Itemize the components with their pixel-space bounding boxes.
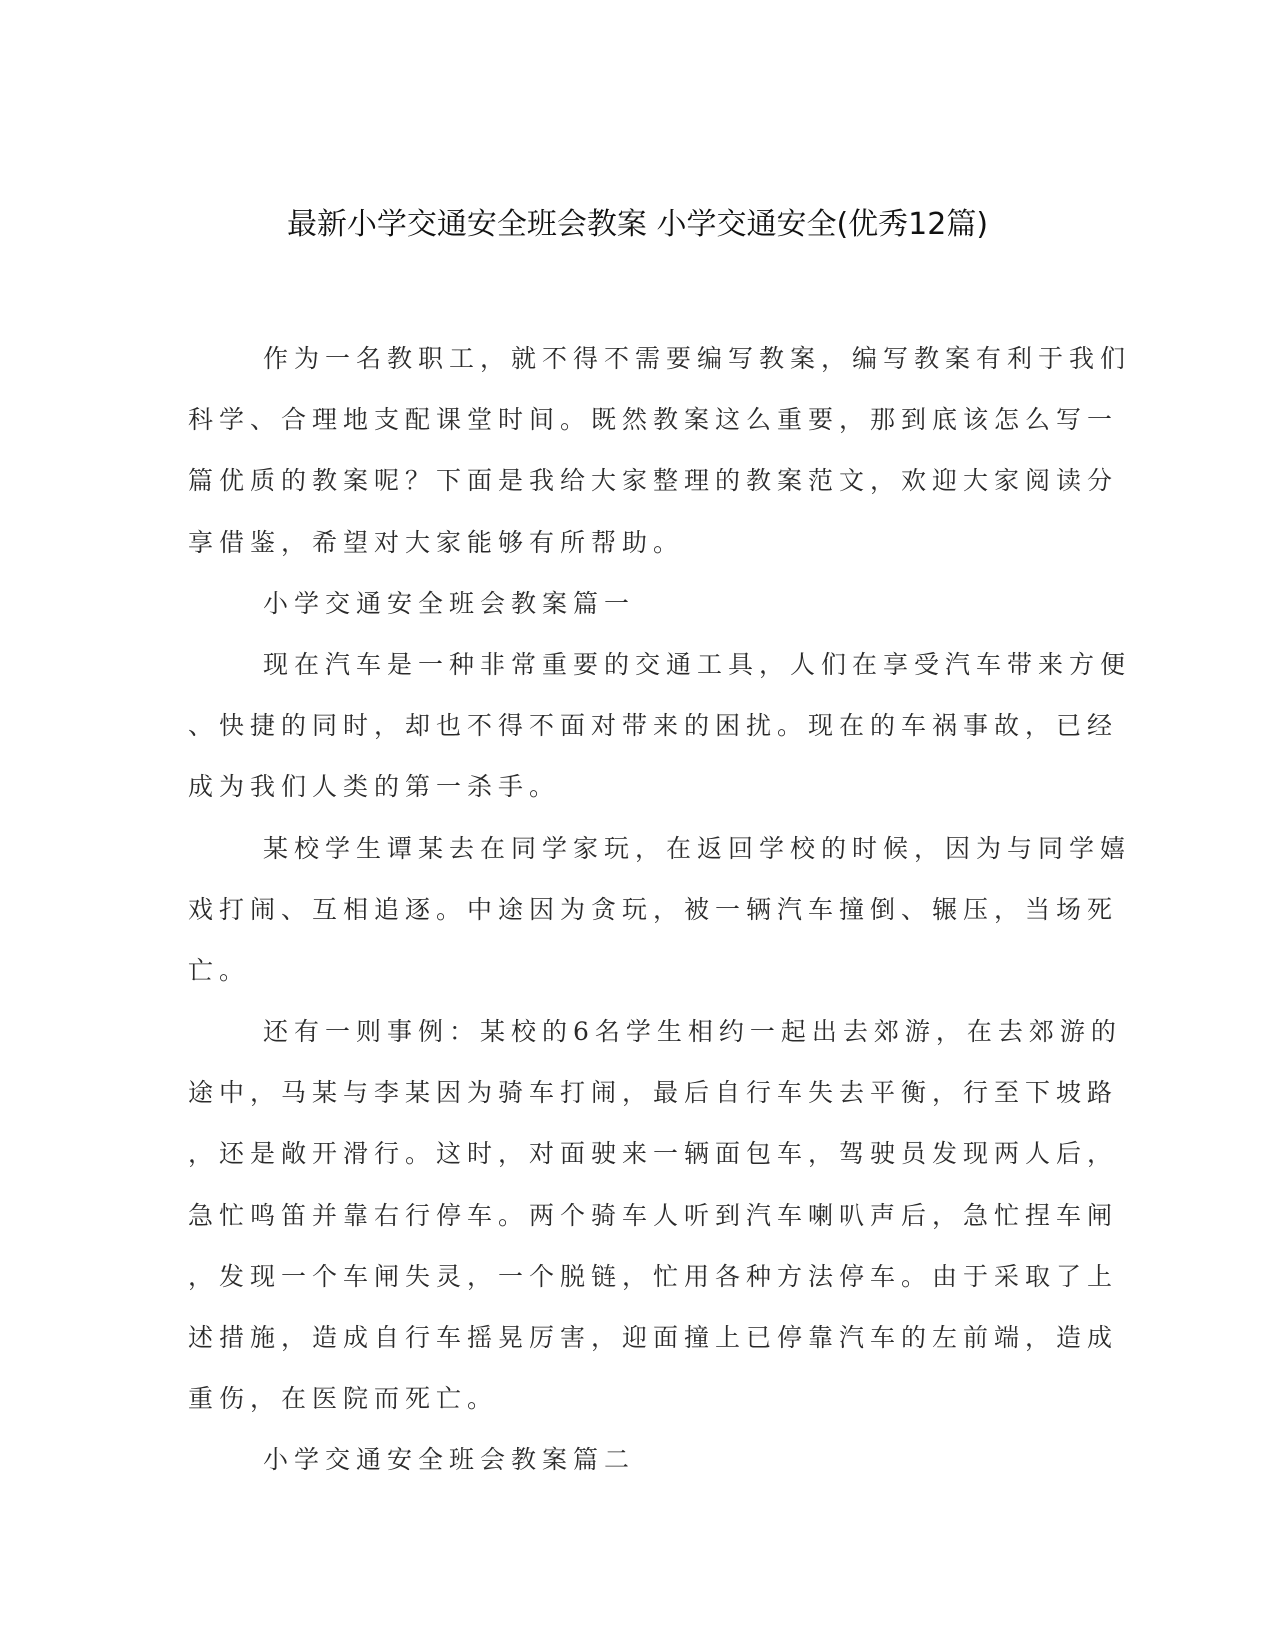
text-line: 、快捷的同时，却也不得不面对带来的困扰。现在的车祸事故，已经 (188, 711, 1119, 741)
text-line: 途中，马某与李某因为骑车打闹，最后自行车失去平衡，行至下坡路 (188, 1078, 1119, 1108)
document-body (188, 328, 1132, 1491)
document-title: 最新小学交通安全班会教案 小学交通安全(优秀12篇) (286, 207, 989, 242)
text-line: 作为一名教职工，就不得不需要编写教案，编写教案有利于我们 (263, 344, 1132, 373)
text-line: 成为我们人类的第一杀手。 (188, 772, 561, 802)
text-line: 还有一则事例：某校的6名学生相约一起出去郊游，在去郊游的 (263, 1017, 1122, 1047)
text-line: ，发现一个车闸失灵，一个脱链，忙用各种方法停车。由于采取了上 (188, 1261, 1119, 1291)
text-line: 享借鉴，希望对大家能够有所帮助。 (188, 527, 685, 557)
text-line: 某校学生谭某去在同学家玩，在返回学校的时候，因为与同学嬉 (263, 833, 1132, 863)
text-line: 亡。 (188, 955, 251, 985)
text-line: 述措施，造成自行车摇晃厉害，迎面撞上已停靠汽车的左前端，造成 (188, 1323, 1119, 1352)
text-line: 重伤，在医院而死亡。 (188, 1384, 499, 1414)
text-line: 小学交通安全班会教案篇二 (263, 1445, 636, 1475)
text-line: 小学交通安全班会教案篇一 (263, 588, 636, 618)
text-line: 现在汽车是一种非常重要的交通工具，人们在享受汽车带来方便 (263, 649, 1132, 679)
text-line: 科学、合理地支配课堂时间。既然教案这么重要，那到底该怎么写一 (188, 405, 1119, 435)
text-line: 戏打闹、互相追逐。中途因为贪玩，被一辆汽车撞倒、辗压，当场死 (188, 894, 1119, 924)
text-line: 急忙鸣笛并靠右行停车。两个骑车人听到汽车喇叭声后，急忙捏车闸 (188, 1200, 1119, 1230)
text-line: ，还是敞开滑行。这时，对面驶来一辆面包车，驾驶员发现两人后， (188, 1139, 1119, 1169)
text-line: 篇优质的教案呢？下面是我给大家整理的教案范文，欢迎大家阅读分 (188, 466, 1119, 496)
